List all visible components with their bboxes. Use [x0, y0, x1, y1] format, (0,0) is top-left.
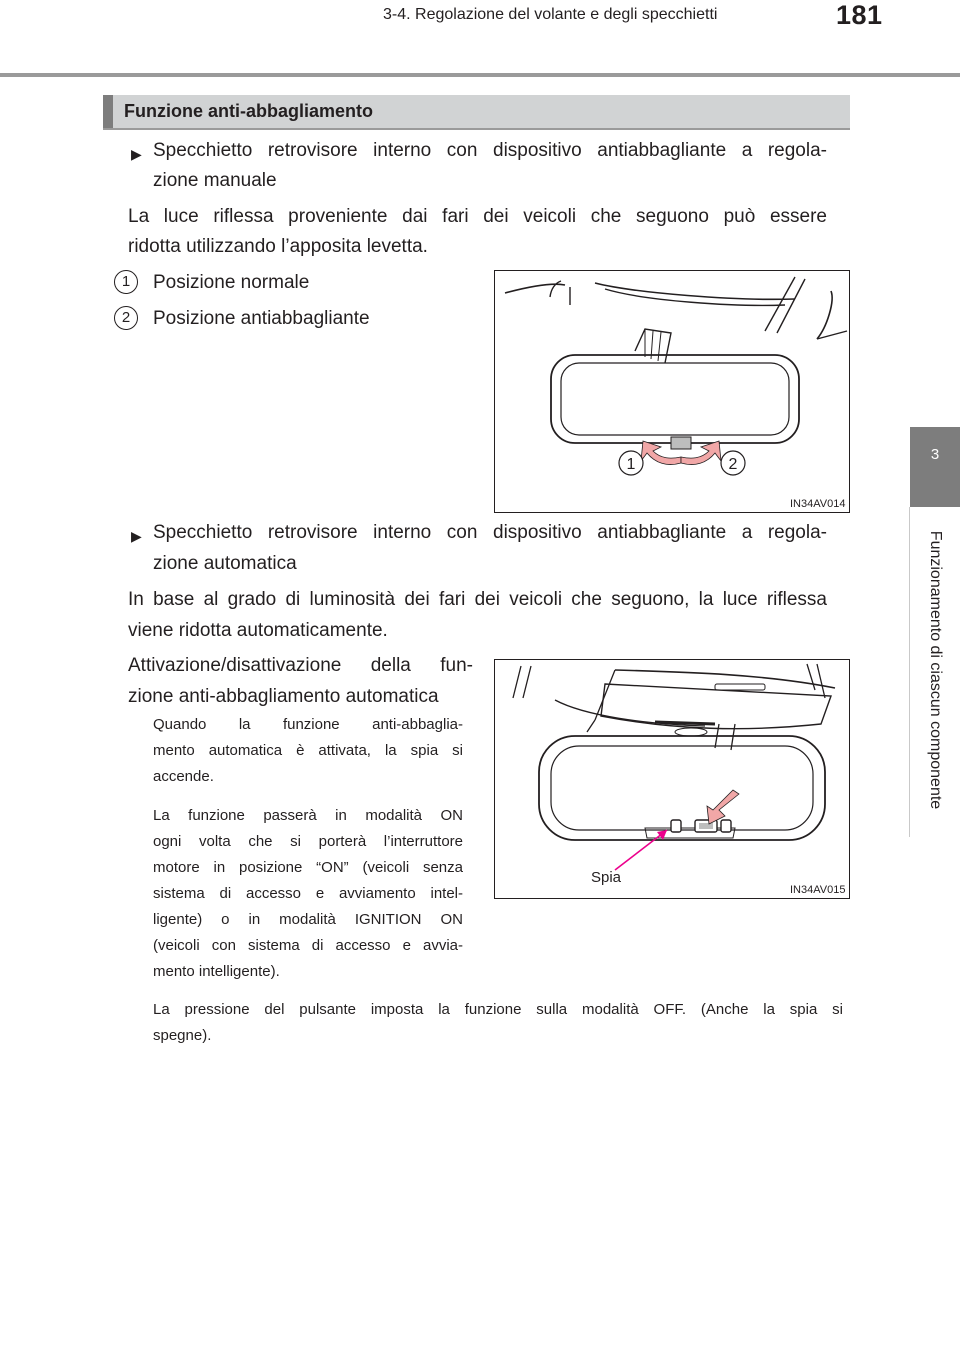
note-line: sistema di accesso e avviamento intel-: [153, 885, 463, 902]
note-line: La pressione del pulsante imposta la funzione sulla modalità OFF. (Anche la spia si: [153, 1001, 843, 1018]
auto-sub-line1: Attivazione/disattivazione della fun-: [128, 655, 473, 676]
section-bar-accent: [103, 95, 113, 129]
note-line: accende.: [153, 768, 214, 785]
manual-bullet-line1: Specchietto retrovisore interno con dispositivo antiabbagliante a regola-: [153, 140, 827, 161]
indicator-callout-line: [615, 830, 667, 870]
auto-desc-line1: In base al grado di luminosità dei fari dei veicoli che seguono, la luce riflessa: [128, 589, 827, 610]
auto-note-on-mode: [153, 803, 463, 985]
chapter-rule: [909, 507, 910, 837]
item-number-badge: 1: [114, 270, 138, 294]
auto-sub-line2: zione anti-abbagliamento automatica: [128, 686, 439, 707]
note-line: ogni volta che si porterà l’interruttore: [153, 833, 463, 850]
figure-code: IN34AV014: [790, 498, 846, 510]
section-title: Funzione anti-abbagliamento: [124, 101, 374, 121]
manual-mirror-illustration: [495, 271, 849, 512]
header-rule: [0, 73, 960, 77]
item-label-antiglare: Posizione antiabbagliante: [153, 308, 370, 329]
note-line: ligente) o in modalità IGNITION ON: [153, 911, 463, 928]
auto-note-off-mode: [153, 997, 843, 1049]
header-title: 3-4. Regolazione del volante e degli specchietti: [383, 6, 718, 23]
auto-desc-line2: viene ridotta automaticamente.: [128, 620, 388, 641]
page-number: 181: [836, 0, 883, 30]
figure-manual-mirror: [494, 270, 850, 513]
manual-desc-line2: ridotta utilizzando l’apposita levetta.: [128, 236, 428, 257]
chapter-tab-number: 3: [930, 446, 940, 463]
figure-automatic-mirror: [494, 659, 850, 899]
bullet-triangle-icon: ▶: [131, 528, 142, 544]
press-arrow-icon: [707, 790, 739, 824]
indicator-label: Spia: [591, 869, 622, 886]
note-line: mento intelligente).: [153, 963, 280, 980]
callout-1-label: 1: [626, 456, 636, 473]
note-line: spegne).: [153, 1027, 212, 1044]
bullet-triangle-icon: ▶: [131, 146, 142, 162]
chapter-label: Funzionamento di ciascun componente: [927, 530, 944, 810]
item-number-badge: 2: [114, 306, 138, 330]
automatic-mirror-illustration: [495, 660, 849, 898]
callout-2-label: 2: [728, 456, 738, 473]
manual-bullet-line2: zione manuale: [153, 170, 277, 191]
note-line: motore in posizione “ON” (veicoli senza: [153, 859, 463, 876]
note-line: La funzione passerà in modalità ON: [153, 807, 463, 824]
figure-code: IN34AV015: [790, 884, 846, 896]
auto-note-enabled: [153, 712, 463, 790]
note-line: Quando la funzione anti-abbaglia-: [153, 716, 463, 733]
section-bar-underline: [103, 128, 850, 130]
auto-bullet-line2: zione automatica: [153, 553, 297, 574]
indicator-light: [671, 820, 681, 832]
manual-desc-line1: La luce riflessa proveniente dai fari dei veicoli che seguono può essere: [128, 206, 827, 227]
note-line: (veicoli con sistema di accesso e avvia-: [153, 937, 463, 954]
item-label-normal: Posizione normale: [153, 272, 310, 293]
auto-bullet-line1: Specchietto retrovisore interno con dispositivo antiabbagliante a regola-: [153, 522, 827, 543]
note-line: mento automatica è attivata, la spia si: [153, 742, 463, 759]
